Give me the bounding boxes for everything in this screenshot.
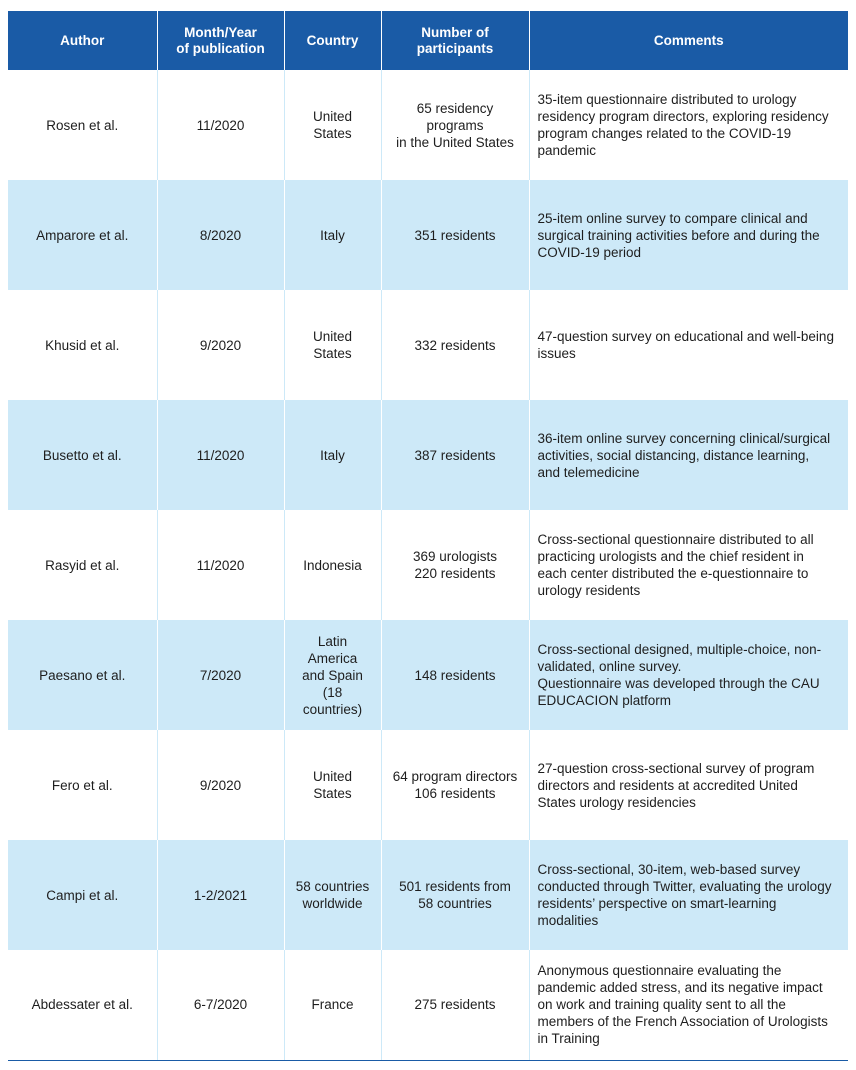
cell-date: 6-7/2020 — [157, 950, 284, 1060]
cell-author: Paesano et al. — [8, 620, 157, 730]
cell-comments: 36-item online survey concerning clinical/surgical activities, social distancing, distance learning, and telemedicine — [529, 400, 848, 510]
cell-country: 58 countries worldwide — [284, 840, 381, 950]
header-participants: Number of participants — [381, 11, 529, 70]
cell-date: 11/2020 — [157, 70, 284, 180]
cell-author: Abdessater et al. — [8, 950, 157, 1060]
cell-date: 11/2020 — [157, 400, 284, 510]
table-row — [8, 620, 848, 730]
cell-country: United States — [284, 730, 381, 840]
cell-participants: 332 residents — [381, 290, 529, 400]
table-row — [8, 180, 848, 290]
cell-date: 9/2020 — [157, 730, 284, 840]
header-country: Country — [284, 11, 381, 70]
cell-country: France — [284, 950, 381, 1060]
cell-country: United States — [284, 290, 381, 400]
cell-date: 11/2020 — [157, 510, 284, 620]
table-row — [8, 840, 848, 950]
cell-date: 7/2020 — [157, 620, 284, 730]
cell-country: United States — [284, 70, 381, 180]
table-row — [8, 510, 848, 620]
cell-participants: 369 urologists 220 residents — [381, 510, 529, 620]
cell-author: Rasyid et al. — [8, 510, 157, 620]
cell-comments: 35-item questionnaire distributed to urology residency program directors, exploring residency program changes related to the COVID-19 pandemic — [529, 70, 848, 180]
table-row — [8, 950, 848, 1060]
cell-participants: 351 residents — [381, 180, 529, 290]
cell-country: Indonesia — [284, 510, 381, 620]
cell-author: Amparore et al. — [8, 180, 157, 290]
cell-author: Fero et al. — [8, 730, 157, 840]
cell-author: Busetto et al. — [8, 400, 157, 510]
cell-country: Italy — [284, 400, 381, 510]
header-date: Month/Year of publication — [157, 11, 284, 70]
cell-comments: Anonymous questionnaire evaluating the pandemic added stress, and its negative impact on work and training quality sent to all the members of the French Association of Urologists in Training — [529, 950, 848, 1060]
table-header — [8, 11, 848, 70]
cell-comments: 47-question survey on educational and well-being issues — [529, 290, 848, 400]
cell-country: Italy — [284, 180, 381, 290]
cell-participants: 64 program directors 106 residents — [381, 730, 529, 840]
header-author: Author — [8, 11, 157, 70]
cell-participants: 501 residents from 58 countries — [381, 840, 529, 950]
studies-table — [8, 11, 848, 1061]
table-row — [8, 290, 848, 400]
cell-author: Campi et al. — [8, 840, 157, 950]
cell-country: Latin America and Spain (18 countries) — [284, 620, 381, 730]
table-row — [8, 400, 848, 510]
cell-participants: 148 residents — [381, 620, 529, 730]
cell-participants: 387 residents — [381, 400, 529, 510]
cell-comments: Cross-sectional questionnaire distributed to all practicing urologists and the chief resident in each center distributed the e-questionnaire to urology residents — [529, 510, 848, 620]
header-comments: Comments — [529, 11, 848, 70]
cell-participants: 65 residency programs in the United States — [381, 70, 529, 180]
cell-author: Khusid et al. — [8, 290, 157, 400]
cell-date: 9/2020 — [157, 290, 284, 400]
cell-comments: Cross-sectional, 30-item, web-based survey conducted through Twitter, evaluating the urology residents’ perspective on smart-learning modalities — [529, 840, 848, 950]
header-row — [8, 11, 848, 70]
table-body — [8, 70, 848, 1060]
cell-date: 1-2/2021 — [157, 840, 284, 950]
cell-participants: 275 residents — [381, 950, 529, 1060]
cell-comments: 25-item online survey to compare clinical and surgical training activities before and during the COVID-19 period — [529, 180, 848, 290]
cell-date: 8/2020 — [157, 180, 284, 290]
cell-comments: 27-question cross-sectional survey of program directors and residents at accredited United States urology residencies — [529, 730, 848, 840]
table-row — [8, 730, 848, 840]
cell-author: Rosen et al. — [8, 70, 157, 180]
table-row — [8, 70, 848, 180]
cell-comments: Cross-sectional designed, multiple-choice, non-validated, online survey. Questionnaire was developed through the CAU EDUCACION platform — [529, 620, 848, 730]
